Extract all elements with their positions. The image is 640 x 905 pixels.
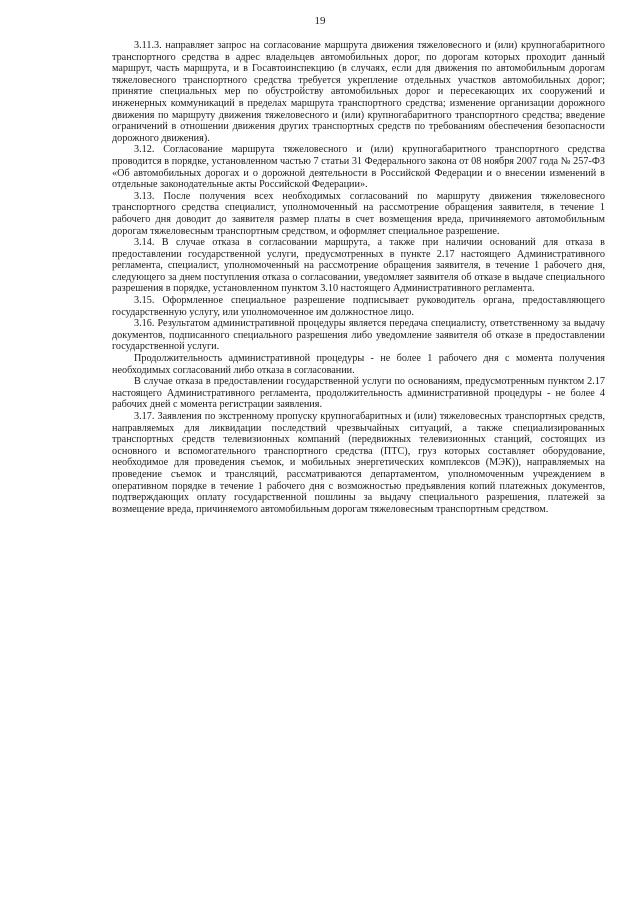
paragraph-3-16: 3.16. Результатом административной процедуры является передача специалисту, ответственному за выдачу документов, подписанного специального разрешения либо уведомление заявителя об отказе в предоставлении государственной услуги. bbox=[112, 318, 605, 353]
paragraph-3-15: 3.15. Оформленное специальное разрешение подписывает руководитель органа, предоставляющего государственную услугу, или уполномоченное им должностное лицо. bbox=[112, 295, 605, 318]
paragraph-3-13: 3.13. После получения всех необходимых согласований по маршруту движения тяжеловесного транспортного средства специалист, уполномоченный на рассмотрение обращения заявителя, в течение 1 рабочего дня доводит до заявителя размер платы в счет возмещения вреда, причиняемого автомобильным дорогам тяжеловесным транспортным средством, и оформляет специальное разрешение. bbox=[112, 190, 605, 237]
paragraph-3-14: 3.14. В случае отказа в согласовании маршрута, а также при наличии оснований для отказа в предоставлении государственной услуги, предусмотренных в пункте 2.17 настоящего Административного регламента, специалист, уполномоченный на рассмотрение обращения заявителя, в течение 1 рабочего дня, следующего за днем поступления отказа о согласовании, уведомляет заявителя об отказе в выдаче специального разрешения в порядке, установленном пунктом 3.10 настоящего Административного регламента. bbox=[112, 237, 605, 295]
page-number: 19 bbox=[314, 15, 326, 27]
paragraph-3-11-3: 3.11.3. направляет запрос на согласование маршрута движения тяжеловесного и (или) крупногабаритного транспортного средства в адрес владельцев автомобильных дорог, по дорогам которых проходит данный маршрут, часть маршрута, и в Госавтоинспекцию (в случаях, если для движения по автомобильным дорогам тяжеловесного транспортного средства требуется укрепление отдельных участков автомобильных дорог; принятие специальных мер по обустройству автомобильных дорог и пересекающих их сооружений и инженерных коммуникаций в пределах маршрута транспортного средства; изменение организации дорожного движения по маршруту движения тяжеловесного и (или) крупногабаритного транспортного средства; введение ограничений в отношении движения других транспортных средств по требованиям обеспечения безопасности дорожного движения). bbox=[112, 40, 605, 144]
paragraph-3-17: 3.17. Заявления по экстренному пропуску крупногабаритных и (или) тяжеловесных транспортных средств, направляемых для ликвидации последствий чрезвычайных ситуаций, а также специализированных транспортных средств телевизионных компаний (передвижных телевизионных станций, состоящих из основного и вспомогательного транспортного средства (ПТС), груз которых составляет оборудование, необходимое для проведения съемок, и мобильных энергетических комплексов (МЭК)), направляемых на проведение съемок и трансляций, рассматриваются департаментом, уполномоченным учреждением в оперативном порядке в течение 1 рабочего дня с возможностью предъявления копий платежных документов, подтверждающих оплату государственной пошлины за выдачу специального разрешения, платежей за возмещение вреда, причиняемого автомобильным дорогам тяжеловесным транспортным средством. bbox=[112, 411, 605, 515]
document-body bbox=[112, 40, 605, 515]
paragraph-3-12: 3.12. Согласование маршрута тяжеловесного и (или) крупногабаритного транспортного средства проводится в порядке, установленном частью 7 статьи 31 Федерального закона от 08 ноября 2007 года № 257-ФЗ «Об автомобильных дорогах и о дорожной деятельности в Российской Федерации и о внесении изменений в отдельные законодательные акты Российской Федерации». bbox=[112, 144, 605, 191]
paragraph-refusal-duration: В случае отказа в предоставлении государственной услуги по основаниям, предусмотренным пунктом 2.17 настоящего Административного регламента, продолжительность административной процедуры - не более 4 рабочих дней с момента регистрации заявления. bbox=[112, 376, 605, 411]
paragraph-duration: Продолжительность административной процедуры - не более 1 рабочего дня с момента получения необходимых согласований либо отказа в согласовании. bbox=[112, 353, 605, 376]
